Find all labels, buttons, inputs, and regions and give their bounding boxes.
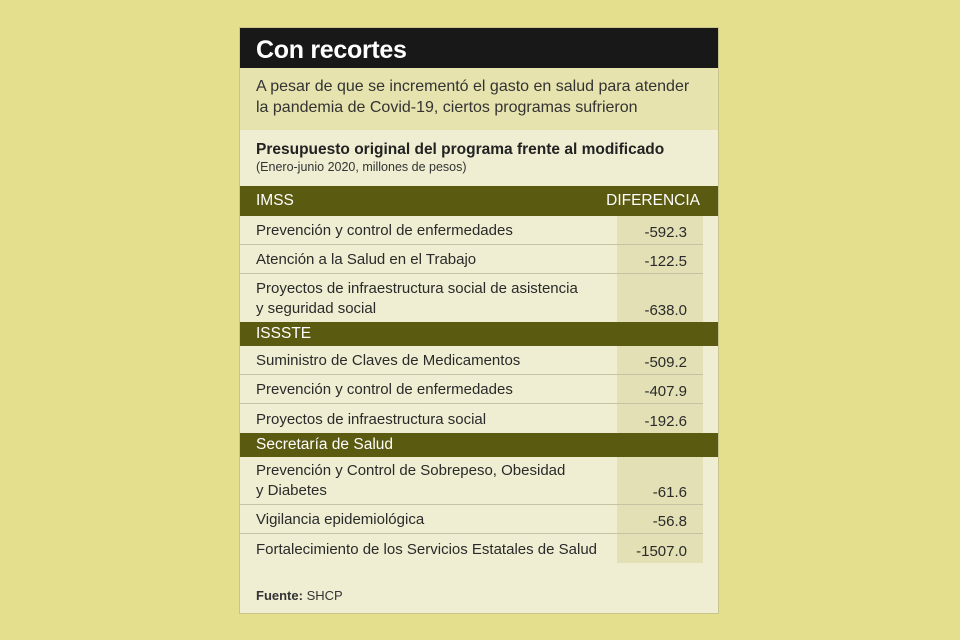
subtitle-block [240,130,718,186]
section-name: Secretaría de Salud [256,436,394,453]
row-label: Proyectos de infraestructura social [256,411,487,428]
row-label-line-2: y Diabetes [256,482,327,499]
section-header-secretaria-salud [240,433,718,457]
section-header-imss [240,186,718,216]
row-label: Atención a la Salud en el Trabajo [240,245,617,274]
table-units: (Enero-junio 2020, millones de pesos) [256,160,467,174]
table-row [240,274,718,322]
infographic-title: Con recortes [240,28,718,68]
row-value: -122.5 [617,245,703,274]
diff-column-header: DIFERENCIA [606,192,700,209]
source-value: SHCP [306,588,343,603]
row-label: Prevención y control de enfermedades [240,216,617,245]
row-value: -407.9 [617,375,703,404]
intro-line-2: la pandemia de Covid-19, ciertos programas sufrieron [256,99,638,116]
row-value: -1507.0 [617,534,703,563]
row-label-line-1: Prevención y Control de Sobrepeso, Obesidad [256,462,566,479]
row-value: -61.6 [617,457,703,505]
intro-text [240,68,718,130]
row-label: Prevención y control de enfermedades [240,375,617,404]
infographic-card [240,28,718,613]
table-subtitle: Presupuesto original del programa frente al modificado [256,141,665,158]
source-label: Fuente: [256,588,303,603]
row-value: -509.2 [617,346,703,375]
table-row [240,375,718,404]
table-row [240,245,718,274]
section-name: IMSS [256,192,294,209]
source-note [256,588,343,603]
section-header-issste [240,322,718,346]
row-label-line-2: y seguridad social [256,300,377,317]
row-label [240,457,617,505]
intro-line-1: A pesar de que se incrementó el gasto en salud para atender [256,78,690,95]
table-row [240,505,718,534]
row-label: Suministro de Claves de Medicamentos [240,346,617,375]
row-label: Fortalecimiento de los Servicios Estatales de Salud [256,541,598,558]
row-label-line-1: Proyectos de infraestructura social de asistencia [256,280,578,297]
row-value: -56.8 [617,505,703,534]
row-value: -638.0 [617,274,703,322]
row-value: -592.3 [617,216,703,245]
row-label [240,274,617,322]
section-name: ISSSTE [256,325,312,342]
table-row [240,534,718,563]
table-row [240,346,718,375]
row-label: Vigilancia epidemiológica [240,505,617,534]
row-value: -192.6 [617,404,703,433]
table-row [240,457,718,505]
table-row [240,404,718,433]
table-row [240,216,718,245]
